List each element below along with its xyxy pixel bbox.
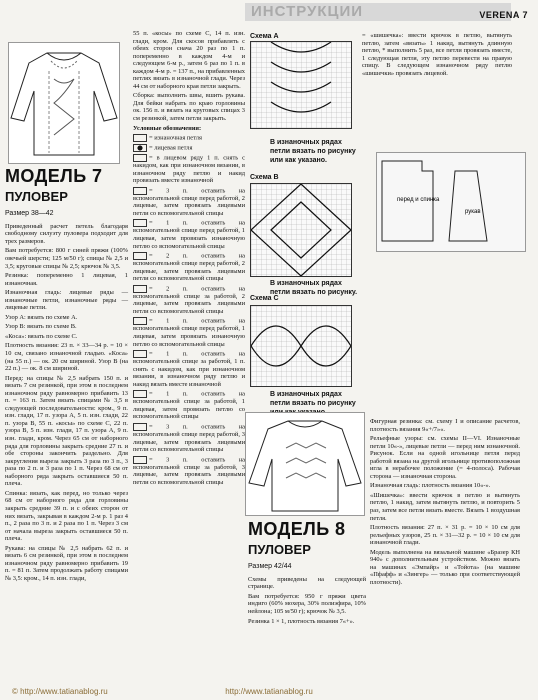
sweater-8-drawing [246,413,364,515]
legend-item: = 1 п. оставить на вспомогательной спице за работой, 1 п. снять с накидом, как при изнаночном вязании, в изнаночном ряду петлю и накид вязать вместе изнаночной [133,350,245,388]
legend-item: = в лицевом ряду 1 п. снять с накидом, как при изнаночном вязании, в изнаночном ряду петлю и накид провязать вместе изнаночной [133,154,245,185]
model-7-rib: Резинка: попеременно 1 лицевая, 1 изнаночная. [5,272,128,287]
sleeve-continued: 55 п. «косы» по схеме С, 14 п. изн. глади, кром. Для скосов прибавлять с обеих сторон снача 20 раз по 1 п. попеременно в каждом 4-м и следующем 6-м р., затем 6 раз по 1 п. в каждом 4-м р. = 137 п., на прибавленных петлях вязать в изнаночной глади. Через 44 см от наборного края петли закрыть. [133,30,245,90]
legend-item: = 3 п. оставить на вспомогательной спице за работой, 3 лицевые, затем провязать лицевыми петли со вспомогательной спицы [133,456,245,486]
footer-link[interactable]: http://www.tatianablog.ru [225,686,313,696]
legend-item: = 1 п. оставить на вспомогательной спице за работой, 1 лицевая, затем провязать петлю со вспомогательной спицы [133,390,245,421]
chart-c [250,305,352,387]
legend-list [133,134,245,486]
cross-symbol-icon [133,317,147,325]
chart-c-label: Схема С [250,295,279,302]
footer-copyright: © http://www.tatianablog.ru [12,686,108,696]
section-strip: ИНСТРУКЦИИ [245,3,511,21]
legend-item: = изнаночная петля [133,134,245,142]
schematic-drawing [377,153,525,251]
legend-item: = 2 п. оставить на вспомогательной спице перед работой, 2 лицевые, затем провязать лицевыми петли со вспомогательной спицы [133,252,245,283]
cable-symbol-icon [133,252,147,260]
column-model-7 [5,166,128,584]
bobble-description: = «шишечка»: ввести крючок в петлю, вытянуть петлю, затем «вязать» 1 накид, вытянуть длинную петлю, * выполнить 5 раз, все петли провязать вместе, 1 следующая петля, эту петлю перевести на правую спицу. В следующем изнаночном ряду петлю «шишечки» провязать лицевой. [362,32,512,77]
model-8-machine: Модель выполнена на вязальной машине «Бразер КН 940» с дополнительным устройством. Можно вязать на машинах «Эмпайр» и «Тойота» (на машине «Пфафф» и «Зингер» — только при соответствующей плотности). [370,548,520,586]
legend-item: = лицевая петля [133,144,245,152]
assembly-text: Сборка: выполнить швы, вшить рукава. Для бейки набрать по краю горловины ок. 156 п. и вязать на круговых спицах 3 см резинкой, затем петли закрыть. [133,92,245,123]
cable-symbol-icon [133,285,147,293]
cable-symbol-icon [133,456,147,464]
sweater-7-drawing [9,43,119,163]
legend-item: = 1 п. оставить на вспомогательной спице перед работой, 1 лицевая, затем провязать изнаночную петлю со вспомогательной спицы [133,219,245,250]
column-model-8-right [370,418,520,588]
model-7-pattern-a: Узор А: вязать по схеме А. [5,313,78,321]
model-7-stockinette: Изнаночная гладь: лицевые ряды — изнаночные петли, изнаночные ряды — лицевые петли. [5,289,128,312]
chart-a-caption: В изнаночных рядах петли вязать по рисунку или как указано. [270,139,356,165]
model-7-front: Перед: на спицы № 2,5 набрать 150 п. и вязать 7 см резинкой, при этом в последнем изнаночном ряду равномерно прибавить 13 п. = 163 п. Затем вязать спицами № 3,5 в следующей последовательности: кром., 9 п. изн. глади, 17 п. узора А, 5 п. изн. глади, 22 п. узора В, 55 п. «косы» по схеме С, 22 п. узора В, 5 п. изн. глади, 17 п. узора А, 9 п. изн. глади, кром. Через 65 см от наборного ряда для горловины закрыть средние 27 п. и обе стороны закончить раздельно. Для закругления выреза закрыть 3 раза по 3 п., 3 раза по 2 п. и 3 раза по 1 п. Через 68 см от наборного ряда закрыть оставшиеся 50 п. плеча. [5,374,128,488]
chart-a-label: Схема А [250,33,279,40]
model-8-relief-patterns: Рельефные узоры: см. схемы II—VI. Изнаночные петли 10«-», лицевые петли — перед ним изнаночной. Рисунок. Если на одной игольнице петля перед работой вязана на другой игольнице противоположная игла в нерабочее положение (= 4-полоса). Рабочая сторона — изнаночная сторона. [370,435,520,480]
schematic-model-7 [376,152,526,252]
model-7-sleeves: Рукава: на спицы № 2,5 набрать 62 п. и вязать 6 см резинкой, при этом в последнем изнаночном ряду равномерно прибавить 19 п. = 81 п. Затем продолжать работу спицами № 3,5: кром., 14 п. изн. глади, [5,544,128,582]
legend-item: = 3 п. оставить на вспомогательной спице перед работой, 3 лицевые, затем провязать лицевыми петли со вспомогательной спицы [133,423,245,454]
model-8-gauge: Плотность вязания: 27 п. × 31 р. = 10 × 10 см для рельефных узоров, 25 п. × 31—32 р. = 10 × 10 см для изнаночной глади. [370,524,520,547]
model-8-size: Размер 42/44 [248,562,292,570]
model-7-materials: Вам потребуется: 800 г синей пряжи (100% овечьей шерсти; 125 м/50 г); спицы № 2,5 и 3,5; круговые спицы № 2,5; крючок № 3,5. [5,247,128,270]
cross-symbol-icon [133,219,147,227]
chart-c-caption: В изнаночных рядах петли вязать по рисунку [270,391,356,408]
slip-cross-symbol-icon [133,350,147,358]
model-8-bobble: «Шишечка»: ввести крючок в петлю и вытянуть петлю, 1 накид, затем вытянуть петлю, и повторить 5 раз, затем все петли вязать вместе. Вязать 1 воздушная петля. [370,491,520,522]
pattern-label-front: перед и спинка [397,197,440,203]
legend-item: = 2 п. оставить на вспомогательной спице за работой, 2 лицевые, затем провязать лицевыми петли со вспомогательной спицы [133,285,245,315]
legend-title: Условные обозначения: [133,124,202,132]
chart-a [250,41,352,129]
cable-symbol-icon [133,423,147,431]
model-7-title: МОДЕЛЬ 7 [5,166,103,186]
cross-symbol-icon [133,390,147,398]
sweater-illustration-model-7 [8,42,120,164]
legend-item: = 3 п. оставить на вспомогательной спице перед работой, 2 лицевые, затем провязать лицевыми петли со вспомогательной спицы [133,187,245,217]
chart-c-grid [251,306,351,386]
magazine-name: VERENA 7 [479,10,528,20]
legend-item: = 1 п. оставить на вспомогательной спице перед работой, 1 лицевая, затем провязать изнаночную петлю со вспомогательной спицы [133,317,245,348]
model-7-gauge: Плотность вязания: 23 п. × 33—34 р. = 10 × 10 см, связано изнаночной гладью. «Коса» (на 55 п.) — ок. 20 см шириной. Узор В (на 22 п.) — ок. 8 см шириной. [5,342,128,373]
chart-b-caption: В изнаночных рядах петли вязать по рисунку. [270,280,358,297]
model-7-size: Размер 38—42 [5,209,54,217]
cable-symbol-icon [133,187,147,195]
column-model-8 [248,519,366,627]
model-8-note: Схемы приведены на следующей странице. [248,575,366,591]
model-8-fancy-rib: Фигурная резинка: см. схему I и описание расчетов, плотность вязания 9«+/7»«. [370,418,520,433]
model-8-stockinette: Изнаночная гладь: плотность вязания 10«-». [370,482,491,490]
column-right [362,32,512,79]
model-7-cable: «Коса»: вязать по схеме С. [5,332,78,340]
sweater-illustration-model-8 [245,412,365,516]
pattern-label-sleeve: рукав [465,209,481,215]
model-8-rib: Резинка 1 × 1, плотность вязания 7«+». [248,617,355,625]
chart-b-grid [251,184,351,276]
chart-b [250,183,352,277]
column-instructions [133,30,245,488]
chart-b-label: Схема В [250,174,279,181]
model-7-paragraph: Приведенный расчет петель благодаря свободному силуэту пуловера подходит для трех размеров. [5,222,128,245]
model-8-subtitle: ПУЛОВЕР [248,542,311,558]
purl-symbol-icon [133,134,147,142]
model-8-materials: Вам потребуется: 950 г пряжи цвета индиго (60% мохера, 30% полиэфира, 10% нейлона; 105 м/50 г); крючок № 3,5. [248,592,366,615]
chart-a-grid [251,42,351,128]
model-8-title: МОДЕЛЬ 8 [248,519,346,539]
knit-symbol-icon [133,144,147,152]
model-7-back: Спинка: вязать, как перед, но только через 68 см от наборного ряда для горловины закрыть средние 39 п. и с обеих сторон от них вязать, закрывая в каждом 2-м р. 1 раз 4 п., 2 раза по 3 п. и 2 раза по 1 п. Через 3 см от начала выреза закрыть оставшиеся 50 п. плеча. [5,489,128,543]
model-7-pattern-b: Узор В: вязать по схеме В. [5,323,77,331]
slip-symbol-icon [133,154,147,162]
model-7-subtitle: ПУЛОВЕР [5,189,68,205]
